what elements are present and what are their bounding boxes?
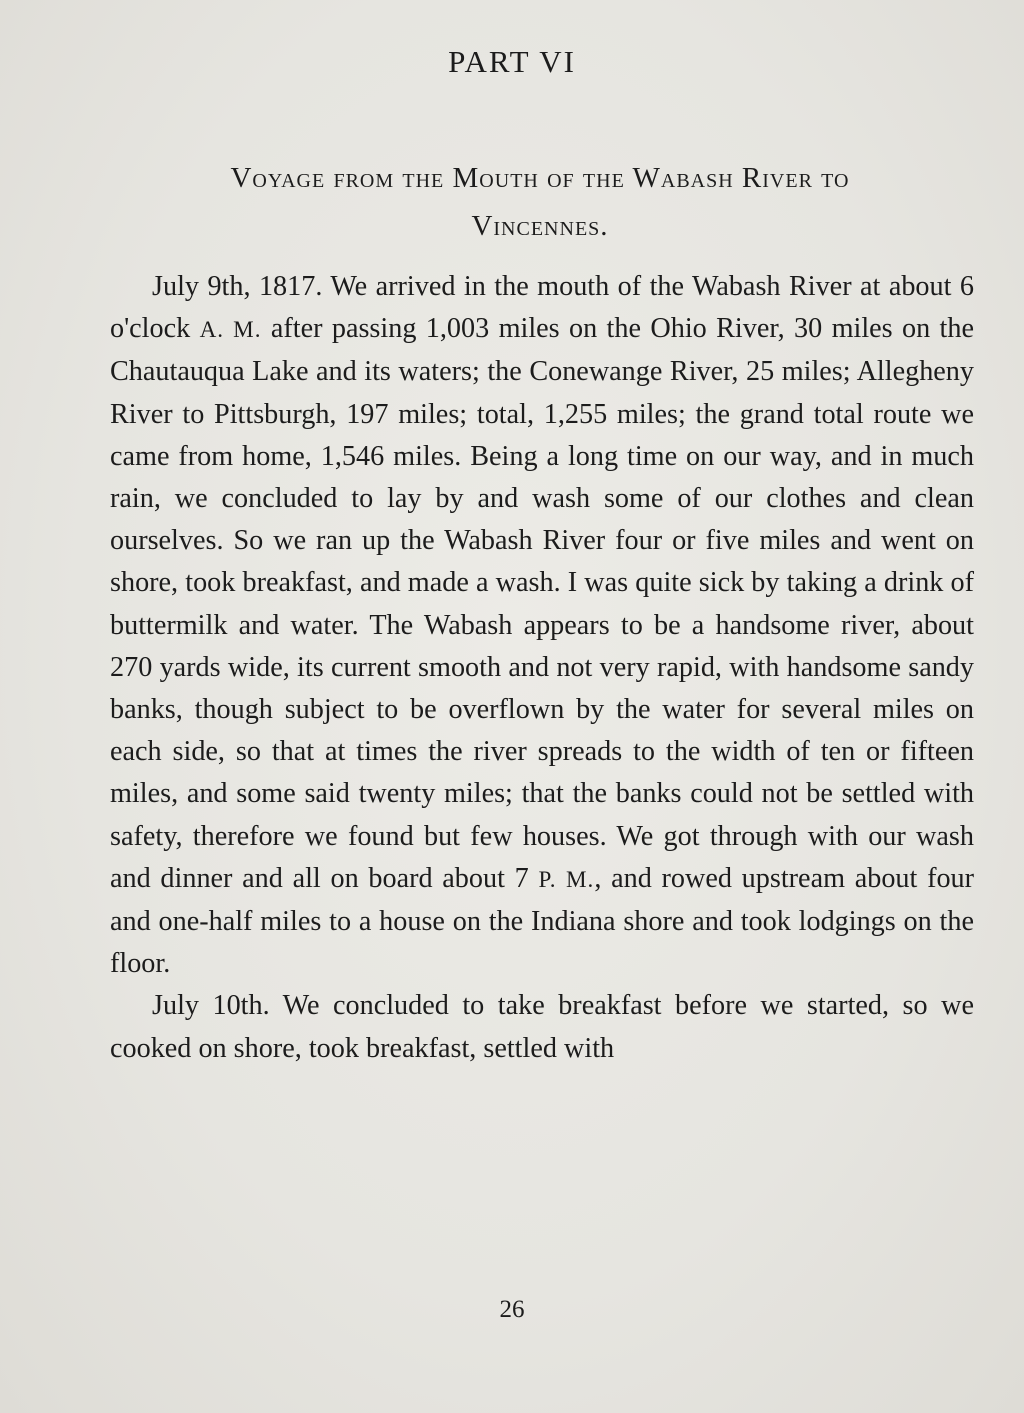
chapter-title-line-1: Voyage from the Mouth of the Wabash River to bbox=[230, 162, 850, 194]
paragraph-1-text-c: , and rowed upstream about four and one-half miles to a house on the Indiana shore and took lodgings on the floor. bbox=[110, 862, 975, 980]
paragraph-july-9 bbox=[110, 266, 974, 985]
body-text bbox=[110, 266, 974, 1070]
time-pm: P. M. bbox=[538, 866, 595, 893]
chapter-title bbox=[110, 154, 970, 250]
paragraph-1-text-a: July 9th, 1817. We arrived in the mouth of the Wabash River at about 6 o'clock bbox=[110, 271, 974, 345]
page-number: 26 bbox=[499, 1296, 525, 1323]
paragraph-july-10: July 10th. We concluded to take breakfast before we started, so we cooked on shore, took breakfast, settled with bbox=[110, 990, 974, 1064]
time-am: A. M. bbox=[199, 317, 262, 344]
chapter-title-line-2: Vincennes. bbox=[471, 210, 609, 242]
paragraph-1-text-b: after passing 1,003 miles on the Ohio River, 30 miles on the Chautauqua Lake and its waters; the Conewange River, 25 miles; Allegheny River to Pittsburgh, 197 miles; total, 1,255 miles; the grand total route we came from home, 1,546 miles. Being a long time on our way, and in much rain, we concluded to lay by and wash some of our clothes and clean ourselves. So we ran up the Wabash River four or five miles and went on shore, took breakfast, and made a wash. I was quite sick by taking a drink of buttermilk and water. The Wabash appears to be a handsome river, about 270 yards wide, its current smooth and not very rapid, with handsome sandy banks, though subject to be overflown by the water for several miles on each side, so that at times the river spreads to the width of ten or fifteen miles, and some said twenty miles; that the banks could not be settled with safety, therefore we found but few houses. We got through with our wash and dinner and all on board about 7 bbox=[110, 313, 974, 894]
part-heading: PART VI bbox=[448, 44, 576, 79]
